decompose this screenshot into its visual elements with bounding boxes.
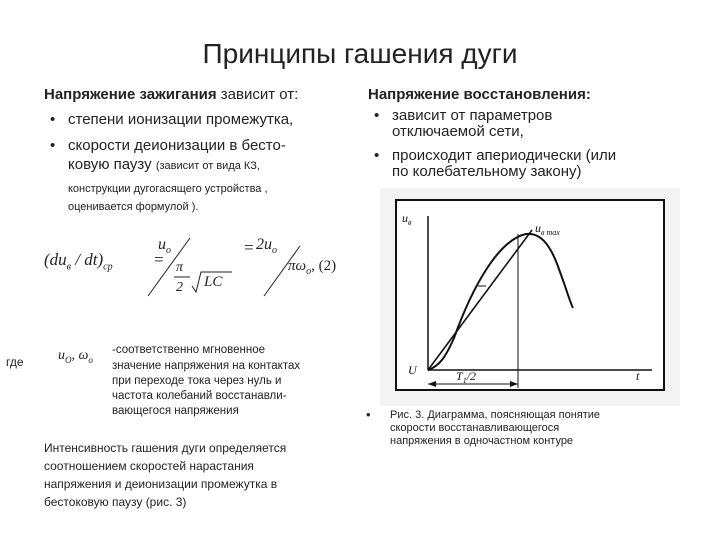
bullet-icon: • xyxy=(374,107,380,124)
formula-2 xyxy=(40,232,360,302)
where-line-4: частота колебаний восстанавли- xyxy=(112,390,287,402)
where-line-1: -соответственно мгновенное xyxy=(112,344,266,356)
note-line-2: оценивается формулой ). xyxy=(68,201,199,213)
right-bullet-2 xyxy=(374,147,617,180)
ignition-voltage-heading xyxy=(44,86,298,103)
formula-num2: $2u_о$ xyxy=(256,236,277,257)
where-line-3: при переходе тока через нуль и xyxy=(112,375,282,387)
caption-line-2: скорости восстанавливающегося xyxy=(390,422,560,434)
right-bullet-2-line-1: происходит апериодически (или xyxy=(392,147,617,164)
formula-den1-two: 2 xyxy=(176,280,183,295)
where-label: где xyxy=(6,355,24,369)
bullet-2-note: (зависит от вида КЗ, xyxy=(155,160,260,172)
where-line-2: значение напряжения на контактах xyxy=(112,360,301,372)
formula-lhs: $(du_в / dt)_{ср}$ xyxy=(44,250,113,273)
ignition-heading-bold: Напряжение зажигания xyxy=(44,86,217,103)
right-bullet-2-line-2: по колебательному закону) xyxy=(392,163,582,180)
ignition-heading-rest: зависит от: xyxy=(220,86,299,103)
formula-den2: $\pi\omega_о$, (2) xyxy=(288,258,337,277)
paragraph-line-1: Интенсивность гашения дуги определяется xyxy=(44,441,287,455)
max-label: $u_{в max}$ xyxy=(535,221,560,237)
right-bullet-1 xyxy=(374,107,553,140)
left-bullet-2-cont xyxy=(68,157,260,174)
paragraph-line-4: бестоковую паузу (рис. 3) xyxy=(44,495,187,509)
left-bullet-2-text: скорости деионизации в бесто- xyxy=(68,137,286,154)
left-bullet-1 xyxy=(50,111,294,128)
x-axis-label: t xyxy=(636,369,640,383)
caption-line-1: Рис. 3. Диаграмма, поясняющая понятие xyxy=(390,409,601,421)
origin-label: U xyxy=(408,363,417,377)
where-variables: $u_O$, $\omega_о$ xyxy=(58,348,93,365)
bullet-icon: • xyxy=(50,111,56,128)
bullet-icon: • xyxy=(50,137,56,154)
formula-den1-root: LC xyxy=(204,274,223,290)
caption-line-3: напряжения в одночастном контуре xyxy=(390,435,574,447)
formula-eq2: = xyxy=(243,238,255,257)
note-line-1: конструкции дугогасящего устройства , xyxy=(68,183,268,195)
formula-num1: $u_о$ xyxy=(158,236,171,257)
y-axis-label: $u_в$ xyxy=(402,211,412,227)
right-bullet-1-line-2: отключаемой сети, xyxy=(392,123,524,140)
page-title: Принципы гашения дуги xyxy=(202,38,518,69)
paragraph-line-2: соотношением скоростей нарастания xyxy=(44,459,254,473)
where-line-5: вающегося напряжения xyxy=(112,405,239,417)
right-bullet-1-line-1: зависит от параметров xyxy=(392,107,553,124)
left-bullet-2-text-cont: ковую паузу xyxy=(68,156,152,173)
left-bullet-2 xyxy=(50,137,286,154)
half-period-label: $T_1/2$ xyxy=(456,369,477,385)
diagram-frame xyxy=(396,200,664,390)
recovery-voltage-heading: Напряжение восстановления: xyxy=(368,86,591,103)
caption-bullet: • xyxy=(366,407,371,422)
recovery-voltage-diagram xyxy=(380,188,680,406)
paragraph-line-3: напряжения и деионизации промежутка в xyxy=(44,477,278,491)
formula-den1-pi: π xyxy=(176,260,184,275)
bullet-icon: • xyxy=(374,147,380,164)
left-bullet-1-text: степени ионизации промежутка, xyxy=(68,111,294,128)
formula-eq1: = xyxy=(153,250,165,269)
